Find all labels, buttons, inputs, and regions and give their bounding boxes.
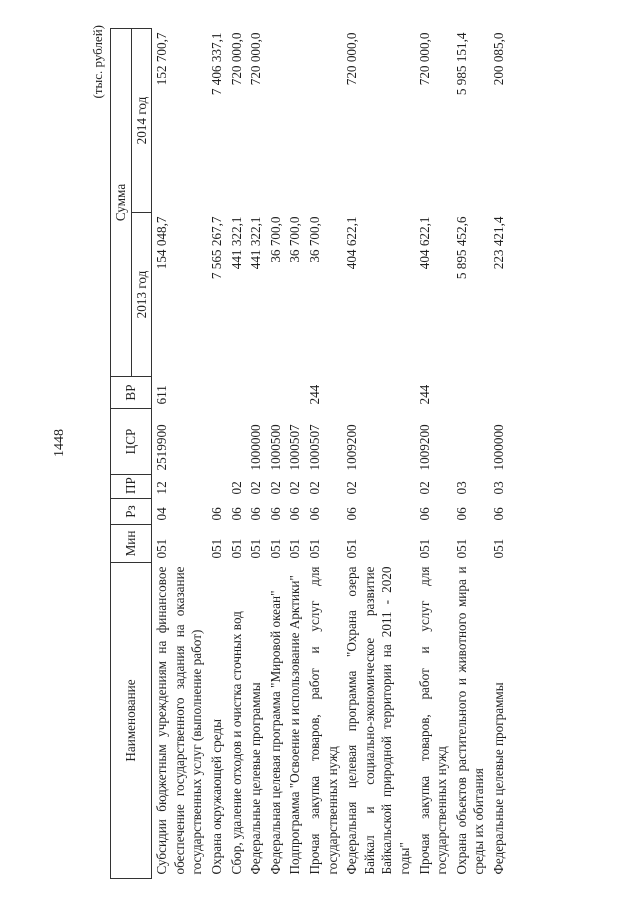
budget-table [110,28,508,879]
row-min: 051 [267,538,283,559]
table-row [227,29,247,879]
row-pr: 02 [267,481,283,495]
table-row [452,29,489,879]
row-csr [207,409,227,475]
row-name: Федеральные целевые программы [248,682,264,875]
row-pr: 03 [490,481,506,495]
row-amount-2013: 7 565 267,7 [208,216,224,280]
row-rz: 04 [154,507,170,521]
row-amount-2014: 720 000,0 [228,32,244,86]
row-amount-2013: 36 700,0 [287,216,303,263]
row-amount-2013: 404 622,1 [344,216,360,270]
row-min: 051 [248,538,264,559]
table-row [342,29,414,879]
row-amount-2014: 5 985 151,4 [453,32,469,96]
row-pr: 02 [228,481,244,495]
table-body [152,29,509,879]
row-pr: 02 [287,481,303,495]
row-csr: 1000000 [490,424,506,471]
row-csr: 1009200 [416,424,432,471]
row-name: Федеральная целевая программа "Охрана озера Байкал и социально-экономическое развитие Байкальской природной территории на 2011 - 2020 годы" [344,566,412,875]
row-name: Подпрограмма "Освоение и использование Арктики" [287,575,303,875]
row-vr [452,377,489,409]
row-vr [246,377,266,409]
row-amount-2014: 720 000,0 [416,32,432,86]
row-pr: 02 [344,481,360,495]
row-rz: 06 [344,507,360,521]
row-vr: 244 [306,384,322,405]
row-vr [285,377,305,409]
row-rz: 06 [267,507,283,521]
row-amount-2013: 154 048,7 [154,216,170,270]
row-rz: 06 [453,507,469,521]
row-name: Федеральная целевая программа "Мировой океан" [267,590,283,875]
row-pr: 02 [248,481,264,495]
row-amount-2013: 441 322,1 [248,216,264,270]
row-vr [342,377,414,409]
row-name: Федеральные целевые программы [490,682,506,875]
row-amount-2014 [305,29,342,213]
row-vr [266,377,286,409]
row-pr: 03 [453,481,469,495]
row-min: 051 [208,538,224,559]
row-csr: 2519900 [154,424,170,471]
row-pr: 02 [416,481,432,495]
header-vr: ВР [111,377,152,409]
row-csr: 1009200 [344,424,360,471]
row-min: 051 [287,538,303,559]
row-csr: 1000507 [287,424,303,471]
header-min: Мин [111,525,152,563]
row-name: Охрана окружающей среды [208,719,224,875]
row-vr [489,377,509,409]
row-min: 051 [453,538,469,559]
row-min: 051 [416,538,432,559]
page-number: 1448 [52,429,67,457]
row-name: Субсидии бюджетным учреждениям на финансовое обеспечение государственного задания на оказание государственных услуг (выполнение работ) [154,566,205,875]
table-row [415,29,452,879]
row-amount-2013: 5 895 452,6 [453,216,469,280]
row-csr: 1000507 [306,424,322,471]
row-amount-2014 [285,29,305,213]
header-sum: Сумма [111,29,132,377]
table-row [152,29,207,879]
row-amount-2014: 720 000,0 [248,32,264,86]
row-amount-2013: 36 700,0 [306,216,322,263]
header-name: Наименование [111,563,152,879]
row-rz: 06 [287,507,303,521]
row-csr: 1000000 [248,424,264,471]
table-row [489,29,509,879]
header-rz: Рз [111,499,152,525]
row-amount-2014: 720 000,0 [344,32,360,86]
table-row [207,29,227,879]
row-vr: 611 [154,385,170,405]
row-min: 051 [306,538,322,559]
table-row [285,29,305,879]
row-rz: 06 [208,507,224,521]
row-pr: 02 [306,481,322,495]
row-rz: 06 [490,507,506,521]
row-amount-2013: 441 322,1 [228,216,244,270]
row-amount-2014: 200 085,0 [490,32,506,86]
header-year-2013: 2013 год [131,213,152,377]
table-row [246,29,266,879]
row-pr [207,475,227,499]
table-header [111,29,152,879]
table-row [305,29,342,879]
row-name: Сбор, удаление отходов и очистка сточных вод [228,611,244,875]
row-vr: 244 [416,384,432,405]
row-pr: 12 [154,481,170,495]
row-min: 051 [154,538,170,559]
units-label: (тыс. рублей) [90,25,105,99]
header-pr: ПР [111,475,152,499]
row-amount-2013: 404 622,1 [416,216,432,270]
row-rz: 06 [248,507,264,521]
row-min: 051 [344,538,360,559]
row-min: 051 [490,538,506,559]
row-name: Прочая закупка товаров, работ и услуг для государственных нужд [416,566,450,875]
row-csr [227,409,247,475]
row-vr [227,377,247,409]
row-amount-2014: 152 700,7 [154,32,170,86]
header-csr: ЦСР [111,409,152,475]
row-amount-2013: 36 700,0 [267,216,283,263]
row-rz: 06 [416,507,432,521]
row-min: 051 [228,538,244,559]
row-csr [452,409,489,475]
rotated-content [52,23,612,883]
row-rz: 06 [228,507,244,521]
table-row [266,29,286,879]
header-year-2014: 2014 год [131,29,152,213]
row-rz: 06 [306,507,322,521]
row-amount-2014 [266,29,286,213]
row-amount-2014: 7 406 337,1 [208,32,224,96]
row-name: Охрана объектов растительного и животного мира и среды их обитания [453,566,487,875]
row-name: Прочая закупка товаров, работ и услуг для государственных нужд [306,566,340,875]
row-vr [207,377,227,409]
row-amount-2013: 223 421,4 [490,216,506,270]
row-csr: 1000500 [267,424,283,471]
